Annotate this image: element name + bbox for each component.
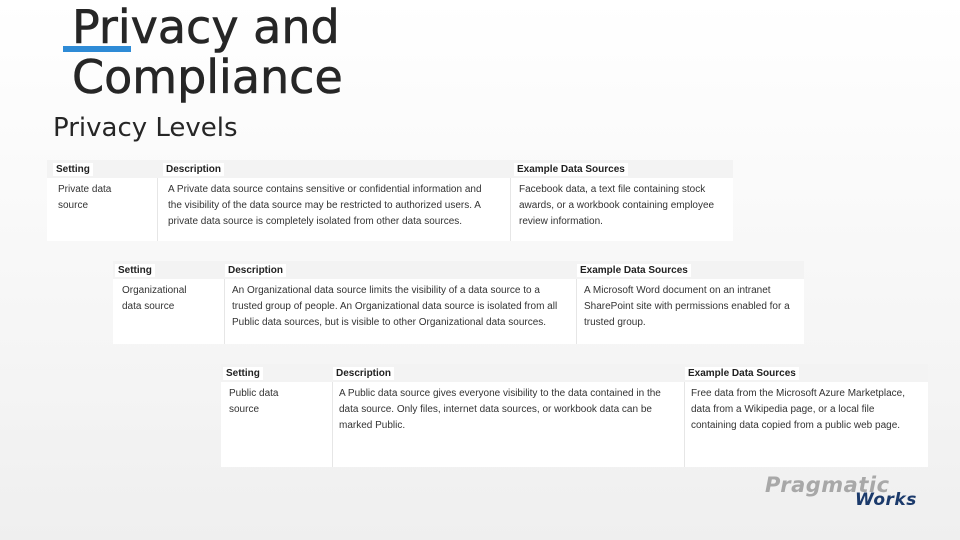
cell-examples: Free data from the Microsoft Azure Marketplace, data from a Wikipedia page, or a local file containing data copied from a public web page. bbox=[691, 388, 905, 431]
cell-description: An Organizational data source limits the visibility of a data source to a trusted group of people. An Organizational data source is isolated from all Public data sources, but is visible to other Organizational data sources. bbox=[232, 285, 558, 328]
title-line-1: Privacy and bbox=[72, 0, 340, 54]
table-header bbox=[221, 364, 928, 382]
slide-title bbox=[72, 2, 343, 102]
cell-setting: Public data source bbox=[229, 388, 279, 415]
privacy-table-public bbox=[221, 364, 928, 467]
cell-setting: Organizational data source bbox=[122, 285, 187, 312]
header-setting: Setting bbox=[223, 367, 263, 380]
cell-examples: Facebook data, a text file containing stock awards, or a workbook containing employee review information. bbox=[519, 184, 715, 227]
column-divider bbox=[510, 178, 511, 241]
cell-description: A Private data source contains sensitive or confidential information and the visibility of the data source may be restricted to authorized users. A private data source is completely isolated from other data sources. bbox=[168, 184, 482, 227]
privacy-table-organizational bbox=[113, 261, 804, 344]
header-examples: Example Data Sources bbox=[685, 367, 799, 380]
pragmatic-works-logo bbox=[765, 474, 935, 510]
header-description: Description bbox=[163, 163, 224, 176]
header-setting: Setting bbox=[53, 163, 93, 176]
slide-subtitle: Privacy Levels bbox=[53, 113, 238, 143]
title-line-2: Compliance bbox=[72, 50, 343, 104]
cell-setting: Private data source bbox=[58, 184, 112, 211]
column-divider bbox=[576, 279, 577, 344]
table-header bbox=[47, 160, 733, 178]
header-examples: Example Data Sources bbox=[577, 264, 691, 277]
logo-text-pragmatic: Pragmatic bbox=[765, 473, 890, 497]
column-divider bbox=[684, 382, 685, 467]
column-divider bbox=[157, 178, 158, 241]
column-divider bbox=[224, 279, 225, 344]
header-setting: Setting bbox=[115, 264, 155, 277]
privacy-table-private bbox=[47, 160, 733, 241]
column-divider bbox=[332, 382, 333, 467]
header-description: Description bbox=[225, 264, 286, 277]
cell-description: A Public data source gives everyone visibility to the data contained in the data source. Only files, internet data sources, or workbook data can be marked Public. bbox=[339, 388, 661, 431]
logo-text-works: Works bbox=[855, 490, 917, 510]
cell-examples: A Microsoft Word document on an intranet SharePoint site with permissions enabled for a trusted group. bbox=[584, 285, 790, 328]
header-examples: Example Data Sources bbox=[514, 163, 628, 176]
header-description: Description bbox=[333, 367, 394, 380]
table-header bbox=[113, 261, 804, 279]
